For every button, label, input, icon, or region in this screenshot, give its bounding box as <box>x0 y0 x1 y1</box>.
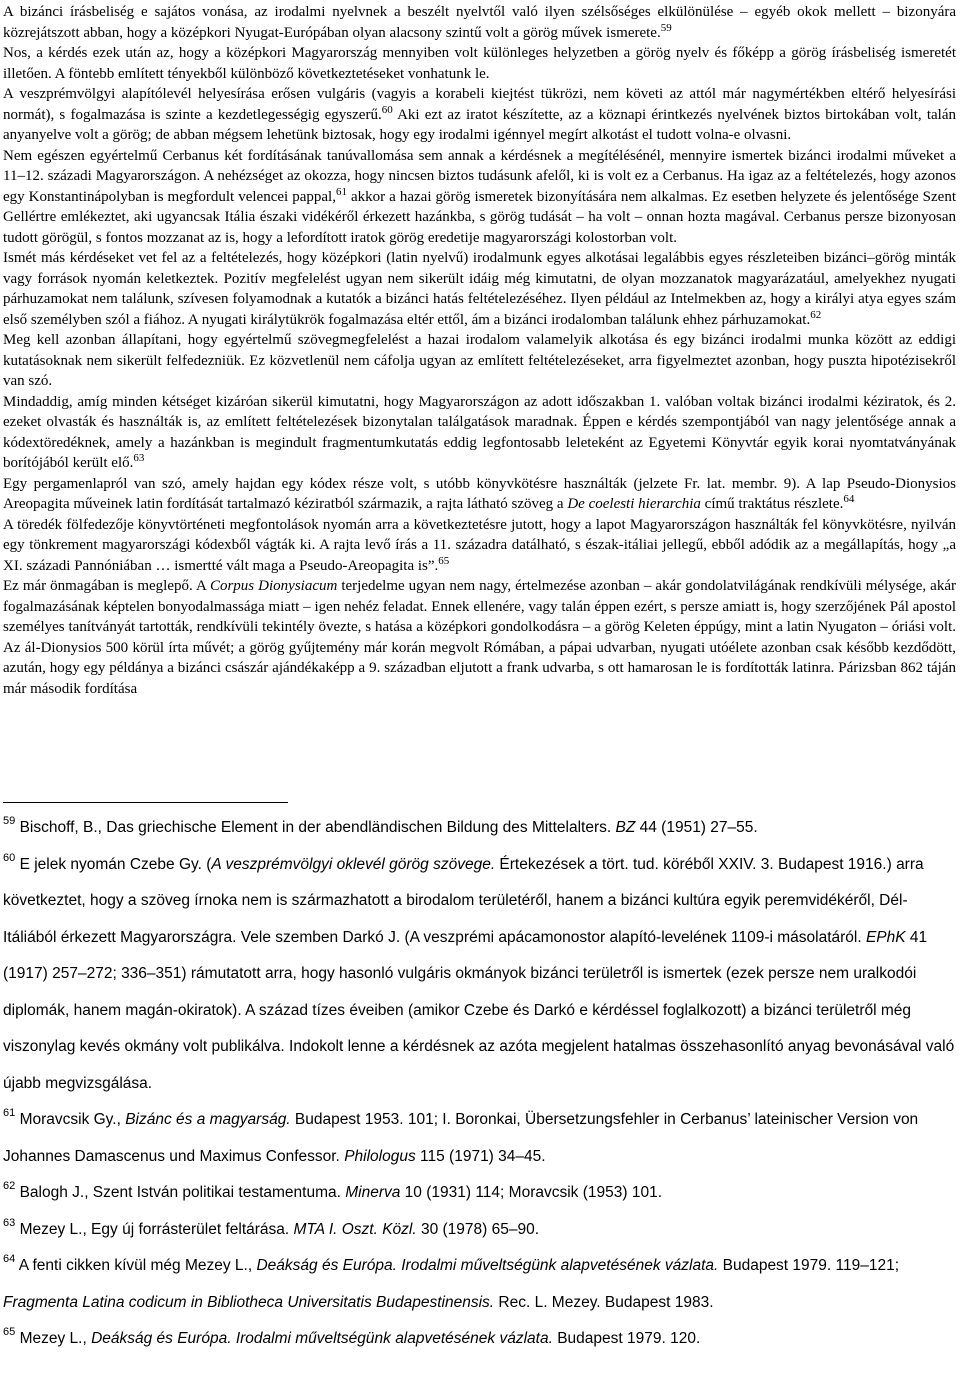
footnotes <box>3 810 956 1358</box>
paragraph <box>3 146 956 249</box>
italic-title: Philologus <box>344 1147 416 1165</box>
footnote-ref: 59 <box>660 21 672 34</box>
text-run: E jelek nyomán Czebe Gy. ( <box>19 855 212 873</box>
text-run: A bizánci írásbeliség e sajátos vonása, az irodalmi nyelvnek a beszélt nyelvtől való ilyen szélsőséges elkülönülése – egyéb okok mellett – bizonyára közrejátszott abban, hogy a középkori Nyugat-Európában olyan alacsony szintű volt a görög művek ismerete. <box>3 4 956 41</box>
text-run: 44 (1951) 27–55. <box>635 819 758 836</box>
italic-title: EPhK <box>865 928 906 946</box>
footnote-ref: 62 <box>810 308 822 321</box>
paragraph <box>3 43 956 84</box>
footnote-number: 60 <box>3 851 16 864</box>
italic-title: Corpus Dionysiacum <box>209 578 338 594</box>
italic-title: Fragmenta Latina codicum in Bibliotheca Universitatis Budapestinensis. <box>3 1293 495 1311</box>
footnote-ref: 61 <box>335 185 347 198</box>
footnote-number: 62 <box>3 1180 16 1192</box>
footnote <box>3 1248 956 1321</box>
footnote-number: 64 <box>3 1253 16 1265</box>
italic-title: Minerva <box>345 1184 401 1201</box>
footnote-ref: 60 <box>381 103 393 116</box>
italic-title: Deákság és Európa. Irodalmi műveltségünk alapvetésének vázlata. <box>91 1330 553 1347</box>
italic-title: De coelesti hierarchia <box>567 496 701 512</box>
text-run: Moravcsik Gy., <box>19 1111 126 1128</box>
document-page <box>3 0 957 1347</box>
footnote-number: 59 <box>3 815 16 827</box>
paragraph <box>3 474 956 515</box>
italic-title: Bizánc és a magyarság. <box>125 1111 291 1128</box>
text-run: Egy pergamenlapról van szó, amely hajdan egy kódex része volt, s utóbb könyvkötésre használták (jelzete Fr. lat. membr. 9). A lap Pseudo-Dionysios Areopagita műveinek latin fordítását tartalmazó kéziratból származik, a rajta látható szöveg a <box>3 475 956 512</box>
paragraph <box>3 330 956 392</box>
text-run: akkor a hazai görög ismeretek bizonyítására nem alkalmas. Ez esetben helyzete és jelentősége Szent Gellértre emlékeztet, aki ugyancsak Itália északi vidékéről érkezett hazánkba, s görög tudását – ha volt – onnan hozta magával. Cerbanus persze bizonyosan tudott görögül, s fontos mozzanat az is, hogy a lefordított iratok görög eredetije magyarországi kolostorban volt. <box>3 188 957 246</box>
text-run: 10 (1931) 114; Moravcsik (1953) 101. <box>400 1184 663 1201</box>
footnote-ref: 63 <box>133 452 145 464</box>
italic-title: MTA I. Oszt. Közl. <box>293 1220 417 1238</box>
main-text <box>3 0 956 699</box>
italic-title: A veszprémvölgyi oklevél görög szövege. <box>211 855 496 873</box>
footnote-number: 61 <box>3 1107 16 1119</box>
italic-title: BZ <box>615 819 636 836</box>
text-run: Mindaddig, amíg minden kétséget kizáróan sikerül kimutatni, hogy Magyarországon az adott időszakban 1. valóban voltak bizánci irodalmi kéziratok, és 2. ezeket olvasták és használták is, az említett feltételezések bizonytalan találgatások maradnak. Éppen e kérdés szempontjából van nagy jelentősége annak a kódextöredéknek, amely a hazánkban is megindult fragmentumkutatás eddig legfontosabb leleteként az Egyetemi Könyvtár egyik korai nyomtatványának borítójából került elő. <box>3 393 956 471</box>
text-run: Budapest 1953. 101; I. Boronkai, Übersetzungsfehler in Cerbanus’ lateinischer Version von Johannes Damascenus und Maximus Confessor. <box>3 1111 919 1165</box>
footnote-number: 63 <box>3 1216 16 1229</box>
footnote-ref: 64 <box>843 493 855 505</box>
footnote-separator <box>3 802 288 803</box>
paragraph <box>3 392 956 474</box>
text-run: A veszprémvölgyi alapítólevél helyesírása erősen vulgáris (vagyis a korabeli kiejtést tükrözi, nem követi az attól már nagymértékben eltérő helyesírási normát), s fogalmazása is szinte a kezdetlegességig egyszerű. <box>3 86 956 123</box>
text-run: Mezey L., <box>19 1330 92 1347</box>
footnote <box>3 1175 956 1212</box>
paragraph <box>3 515 956 577</box>
text-run: Budapest 1979. 120. <box>552 1330 701 1347</box>
paragraph <box>3 248 956 330</box>
paragraph <box>3 2 956 43</box>
text-run: Nos, a kérdés ezek után az, hogy a középkori Magyarország mennyiben volt különleges helyzetben a görög nyelv és főképp a görög írásbeliség ismeretét illetően. A föntebb említett tényekből különböző következtetéseket vonhatunk le. <box>3 45 956 82</box>
text-run: Bischoff, B., Das griechische Element in der abendländischen Bildung des Mittelalters. <box>19 819 616 836</box>
text-run: Ez már önmagában is meglepő. A <box>3 578 210 594</box>
footnote <box>3 847 956 1103</box>
text-run: Budapest 1979. 119–121; <box>718 1257 900 1274</box>
text-run: című traktátus részlete. <box>700 496 844 512</box>
text-run: Meg kell azonban állapítani, hogy egyértelmű szövegmegfelelést a hazai irodalom valamelyik alkotása és egy bizánci irodalmi munka között az eddigi kutatásoknak nem sikerült felfedezniük. Ez közvetlenül nem cáfolja ugyan az említett feltételezéseket, arra figyelmeztet azonban, hogy puszta hipotézisekről van szó. <box>3 332 956 389</box>
paragraph <box>3 84 956 146</box>
text-run: 30 (1978) 65–90. <box>416 1220 540 1238</box>
footnote <box>3 1212 956 1249</box>
text-run: Mezey L., Egy új forrásterület feltárása. <box>19 1220 294 1238</box>
footnote <box>3 1321 956 1358</box>
italic-title: Deákság és Európa. Irodalmi műveltségünk alapvetésének vázlata. <box>256 1257 719 1274</box>
text-run: Ismét más kérdéseket vet fel az a feltételezés, hogy középkori (latin nyelvű) irodalmunk egyes alkotásai legalábbis egyes részleteiben bizánci–görög minták vagy források nyomán keletkeztek. Pozitív megfelelést ugyan nem sikerült idáig még kimutatni, de olyan mozzanatok magyarázatául, amelyekhez nyugati párhuzamokat nem találunk, szívesen folyamodnak a kutatók a bizánci hatás feltételezéséhez. Ilyen például az Intelmekben az, hogy a királyi atya egyes szám első személyben szól a fiához. A nyugati királytükrök fogalmazása eltér ettől, ám a bizánci irodalomban találunk ehhez párhuzamokat. <box>3 250 956 328</box>
text-run: Rec. L. Mezey. Budapest 1983. <box>494 1293 714 1311</box>
text-run: 41 (1917) 257–272; 336–351) rámutatott arra, hogy hasonló vulgáris okmányok bizánci területről is ismertek (ezek persze nem uralkodói diplomák, hanem magán-okiratok). A század tízes éveiben (amikor Czebe és Darkó e kérdéssel foglalkozott) a bizánci területről még viszonylag kevés okmány volt publikálva. Indokolt lenne a kérdésnek az azóta megjelent hatalmas összehasonlító anyag bevonásával való újabb megvizsgálása. <box>3 928 955 1092</box>
text-run: 115 (1971) 34–45. <box>415 1147 546 1165</box>
footnote-ref: 65 <box>438 554 450 567</box>
text-run: terjedelme ugyan nem nagy, értelmezése azonban – akár gondolatvilágának rendkívüli mélysége, akár fogalmazásának képtelen bonyodalmassága miatt – igen nehéz feladat. Ennek ellenére, vagy talán éppen ezért, s persze amiatt is, hogy szerzőjének Pál apostol személyes tanítványát tartották, rendkívüli tekintély övezte, s hatása a középkori gondolkodásra – a görög Keleten éppúgy, mint a latin Nyugaton – óriási volt. Az ál-Dionysios 500 körül írta művét; a görög gyűjtemény már korán megvolt Rómában, a pápai udvarban, nyugati utóélete azonban csak később kezdődött, azután, hogy egy példánya a bizánci császár ajándékaképp a 9. században eljutott a frank udvarba, s ott hamarosan le is fordították latinra. Párizsban 862 táján már második fordítása <box>3 578 956 697</box>
text-run: Értekezések a tört. tud. köréből XXIV. 3. Budapest 1916.) arra következtet, hogy a szöveg írnoka nem is származhatott a birodalom területéről, hanem a bizánci kultúra egyik peremvidékéről, Dél-Itáliából érkezett Magyarországra. Vele szemben Darkó J. (A veszprémi apácamonostor alapító-levelének 1109-i másolatáról. <box>3 855 924 946</box>
paragraph <box>3 576 956 699</box>
footnote <box>3 1102 956 1175</box>
text-run: Nem egészen egyértelmű Cerbanus két fordításának tanúvallomása sem annak a kérdésnek a megítélésénél, mennyire ismertek bizánci irodalmi műveket a 11–12. századi Magyarországon. A nehézséget az okozza, hogy nincsen biztos tudásunk afelől, ki is volt ez a Cerbanus. Ha igaz az a feltételezés, hogy azonos egy Konstantinápolyban is megfordult velencei pappal, <box>3 147 956 205</box>
text-run: A fenti cikken kívül még Mezey L., <box>18 1257 257 1274</box>
text-run: A töredék fölfedezője könyvtörténeti megfontolások nyomán arra a következtetésre jutott, hogy a lapot Magyarországon használták fel könyvkötésre, nyilván egy tönkrement magyarországi kódexből vágták ki. A rajta levő írás a 11. századra datálható, s észak-itáliai jellegű, ebből adódik az a megállapítás, hogy „a XI. századi Pannóniában … ismertté vált maga a Pseudo-Areopagita is”. <box>3 516 956 574</box>
text-run: Balogh J., Szent István politikai testamentuma. <box>19 1184 346 1201</box>
footnote-number: 65 <box>3 1326 16 1338</box>
footnote <box>3 810 956 847</box>
text-run: Aki ezt az iratot készítette, az a köznapi érintkezés nyelvének biztos birtokában volt, talán anyanyelve volt a görög; de abban mégsem lehetünk biztosak, hogy egy irodalmi igénnyel megírt alkotást el tudott volna-e olvasni. <box>3 106 957 143</box>
